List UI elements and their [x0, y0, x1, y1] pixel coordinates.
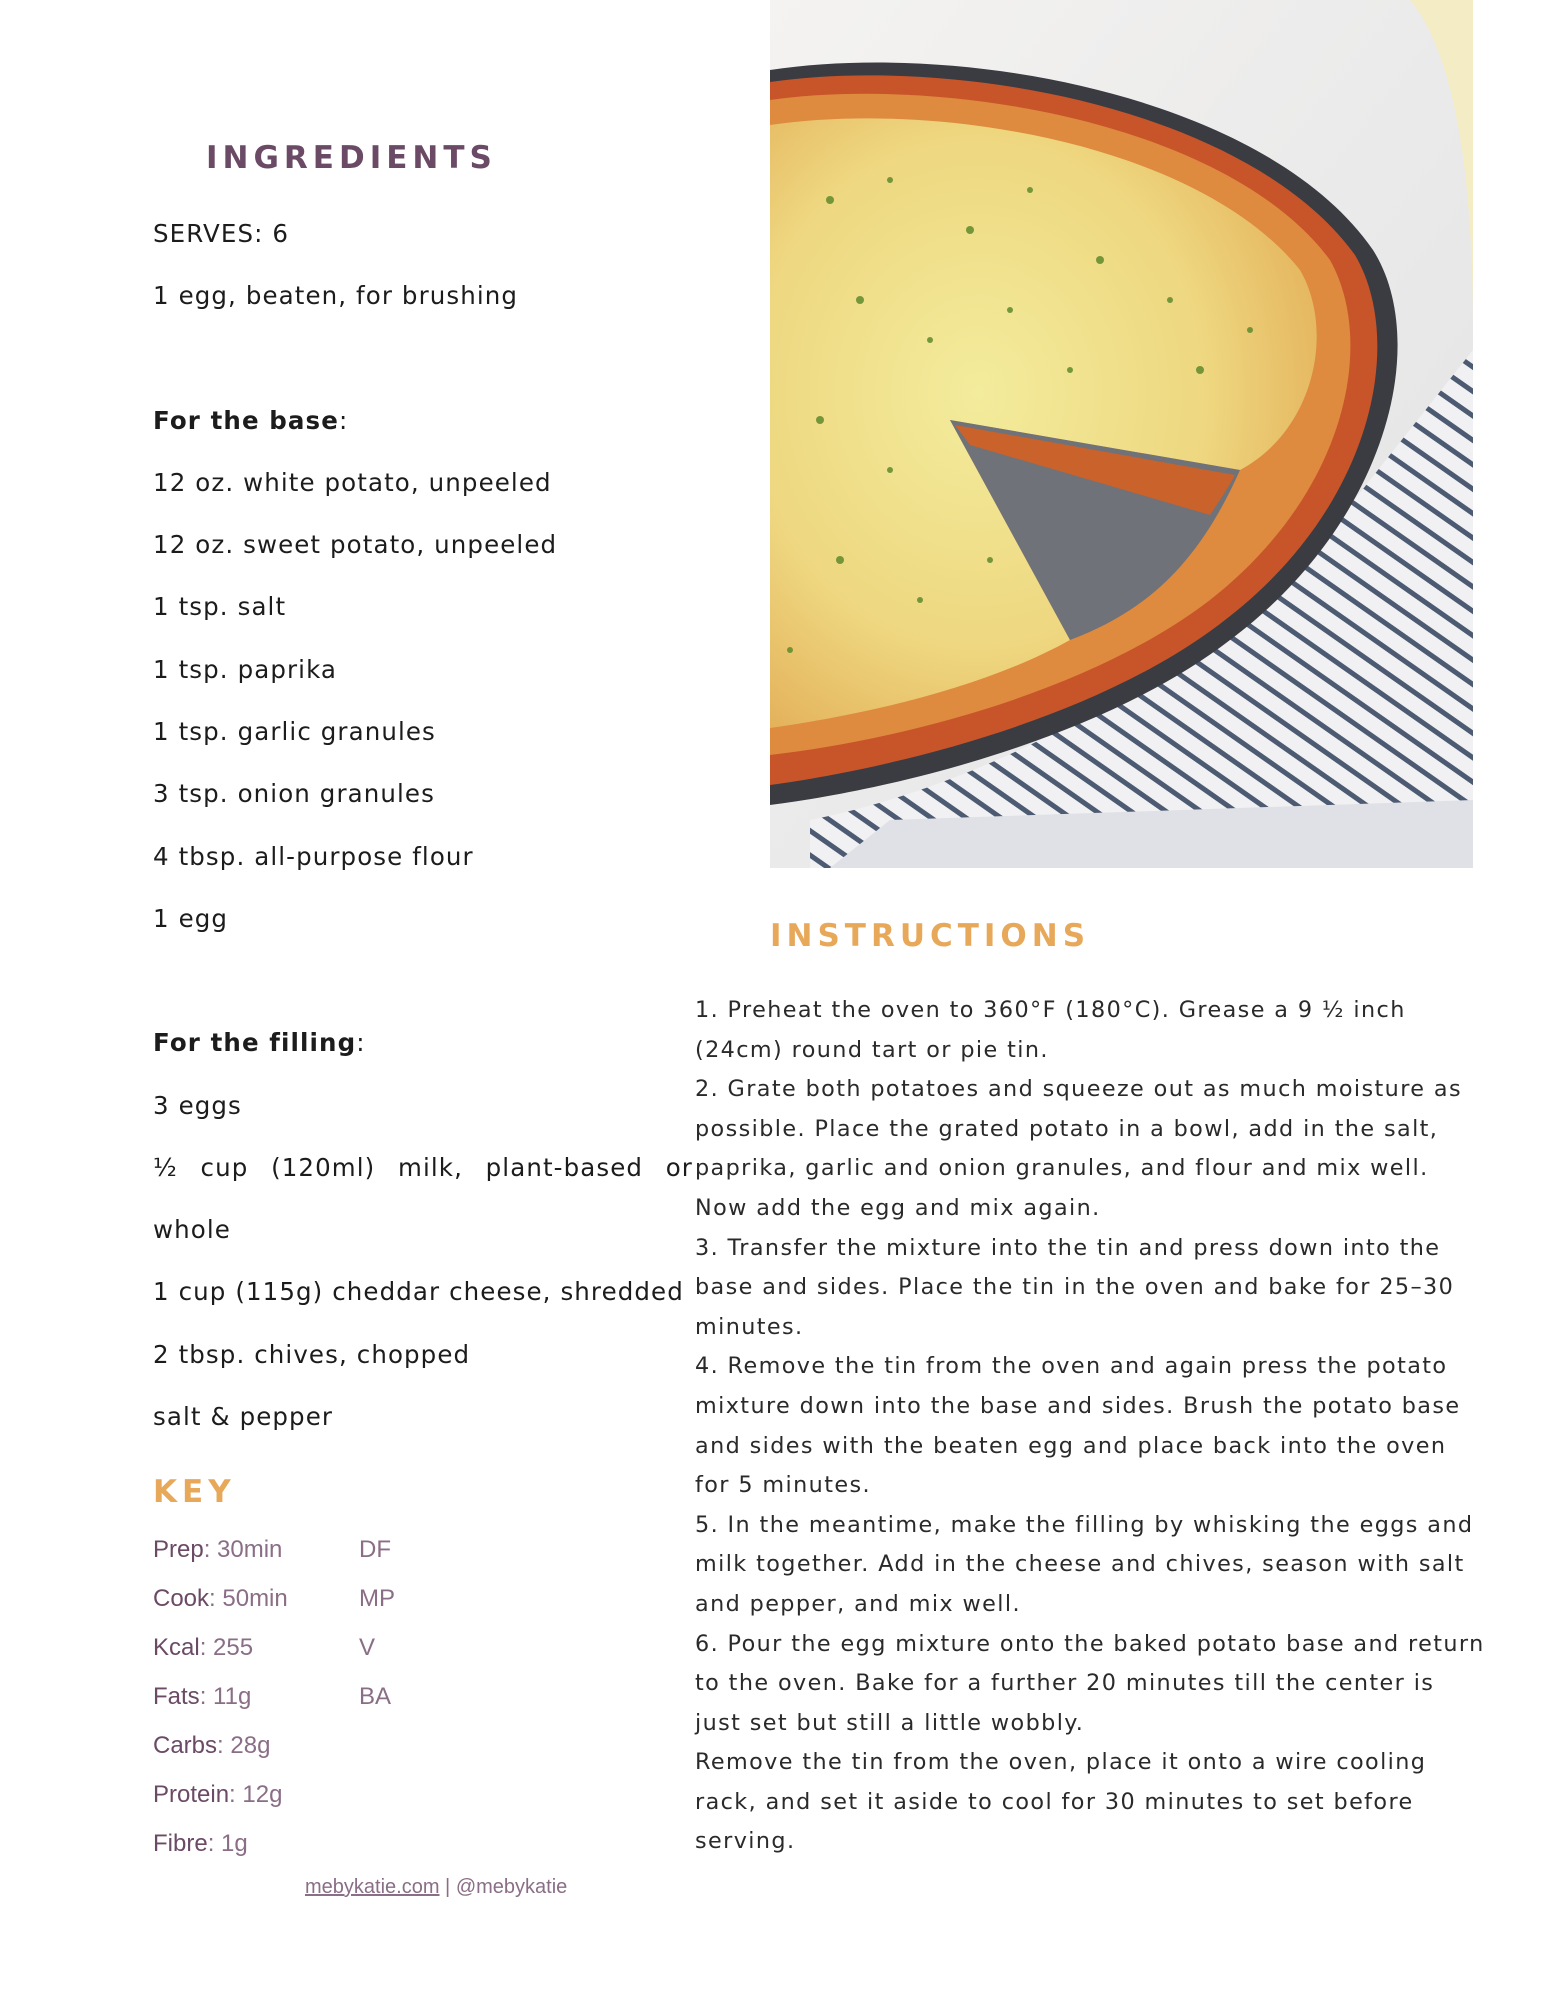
key-value: : 28g: [217, 1732, 271, 1759]
milk-word: plant-based: [485, 1152, 644, 1182]
key-value: : 30min: [203, 1536, 283, 1563]
key-value: : 1g: [207, 1830, 248, 1857]
base-label: For the base: [153, 405, 339, 435]
key-label: Fibre: [153, 1830, 208, 1857]
ingredient-milk-cont: whole: [153, 1215, 231, 1245]
base-colon: :: [338, 405, 349, 435]
key-table: [153, 1534, 439, 1877]
key-tag: MP: [359, 1585, 395, 1612]
milk-word: ½: [153, 1152, 178, 1182]
key-row: [153, 1632, 439, 1681]
key-value: : 50min: [209, 1585, 288, 1612]
ingredients-list: [153, 218, 693, 1463]
key-value: : 255: [199, 1634, 254, 1661]
ingredient-item: 12 oz. sweet potato, unpeeled: [153, 530, 558, 560]
footer: [305, 1876, 567, 1899]
key-tag: BA: [359, 1683, 392, 1710]
filling-colon: :: [356, 1028, 366, 1058]
milk-word: (120ml): [271, 1152, 376, 1182]
key-row: [153, 1681, 439, 1730]
serves-text: SERVES: 6: [153, 219, 290, 248]
instruction-step: 4. Remove the tin from the oven and again press the potato mixture down into the base and sides. Brush the potato base and sides with the beaten egg and place back into the oven for 5 minutes.: [695, 1353, 1461, 1499]
ingredient-item: 4 tbsp. all-purpose flour: [153, 841, 474, 871]
instruction-step: Remove the tin from the oven, place it onto a wire cooling rack, and set it aside to cool for 30 minutes to set before serving.: [695, 1749, 1427, 1855]
key-label: Kcal: [153, 1634, 200, 1661]
instructions-heading: INSTRUCTIONS: [770, 918, 1091, 954]
milk-word: cup: [200, 1152, 249, 1182]
filling-label: For the filling: [153, 1028, 357, 1058]
website-link[interactable]: mebykatie.com: [305, 1876, 440, 1898]
key-tag: V: [359, 1634, 376, 1661]
milk-word: or: [665, 1152, 693, 1182]
key-tag: DF: [359, 1536, 391, 1563]
key-tag: [359, 1828, 439, 1877]
ingredient-item: 12 oz. white potato, unpeeled: [153, 467, 552, 497]
key-row: [153, 1828, 439, 1877]
key-tag: [359, 1730, 439, 1779]
key-label: Cook: [153, 1585, 210, 1612]
key-label: Fats: [153, 1683, 200, 1710]
ingredient-item: salt & pepper: [153, 1402, 334, 1432]
ingredient-egg-brush: 1 egg, beaten, for brushing: [153, 281, 519, 311]
key-value: : 12g: [229, 1781, 283, 1808]
milk-word: milk,: [398, 1152, 463, 1182]
key-label: Carbs: [153, 1732, 218, 1759]
key-row: [153, 1730, 439, 1779]
base-section-label: [153, 405, 693, 467]
ingredient-item: 1 tsp. paprika: [153, 654, 338, 684]
ingredient-item: 2 tbsp. chives, chopped: [153, 1339, 471, 1369]
instructions-list: [695, 991, 1485, 1862]
key-row: [153, 1779, 439, 1828]
key-row: [153, 1583, 439, 1632]
key-label: Prep: [153, 1536, 204, 1563]
instruction-step: 5. In the meantime, make the filling by whisking the eggs and milk together. Add in the cheese and chives, season with salt and pepper, and mix well.: [695, 1511, 1474, 1617]
ingredient-item: 1 egg: [153, 903, 229, 933]
ingredient-milk: [153, 1152, 693, 1214]
footer-separator: |: [439, 1876, 456, 1898]
ingredient-item: 3 eggs: [153, 1090, 242, 1120]
ingredient-item: 3 tsp. onion granules: [153, 779, 435, 809]
filling-section-label: [153, 1027, 693, 1089]
key-value: : 11g: [199, 1683, 252, 1710]
ingredients-heading: INGREDIENTS: [206, 140, 497, 176]
ingredient-item: 1 tsp. salt: [153, 592, 287, 622]
key-label: Protein: [153, 1781, 230, 1808]
quiche-photo: [770, 0, 1473, 868]
key-row: [153, 1534, 439, 1583]
key-tag: [359, 1779, 439, 1828]
key-heading: KEY: [153, 1474, 236, 1510]
social-handle: @mebykatie: [455, 1876, 568, 1898]
instruction-step: 1. Preheat the oven to 360°F (180°C). Grease a 9 ½ inch (24cm) round tart or pie tin.: [695, 997, 1406, 1063]
ingredient-item: 1 cup (115g) cheddar cheese, shredded: [153, 1277, 684, 1307]
instruction-step: 3. Transfer the mixture into the tin and press down into the base and sides. Place the tin in the oven and bake for 25–30 minutes.: [695, 1234, 1455, 1340]
instruction-step: 2. Grate both potatoes and squeeze out as much moisture as possible. Place the grated potato in a bowl, add in the salt, paprika, garlic and onion granules, and flour and mix well. Now add the egg and mix again.: [695, 1076, 1462, 1221]
instruction-step: 6. Pour the egg mixture onto the baked potato base and return to the oven. Bake for a further 20 minutes till the center is just set but still a little wobbly.: [695, 1630, 1485, 1736]
ingredient-item: 1 tsp. garlic granules: [153, 717, 436, 747]
